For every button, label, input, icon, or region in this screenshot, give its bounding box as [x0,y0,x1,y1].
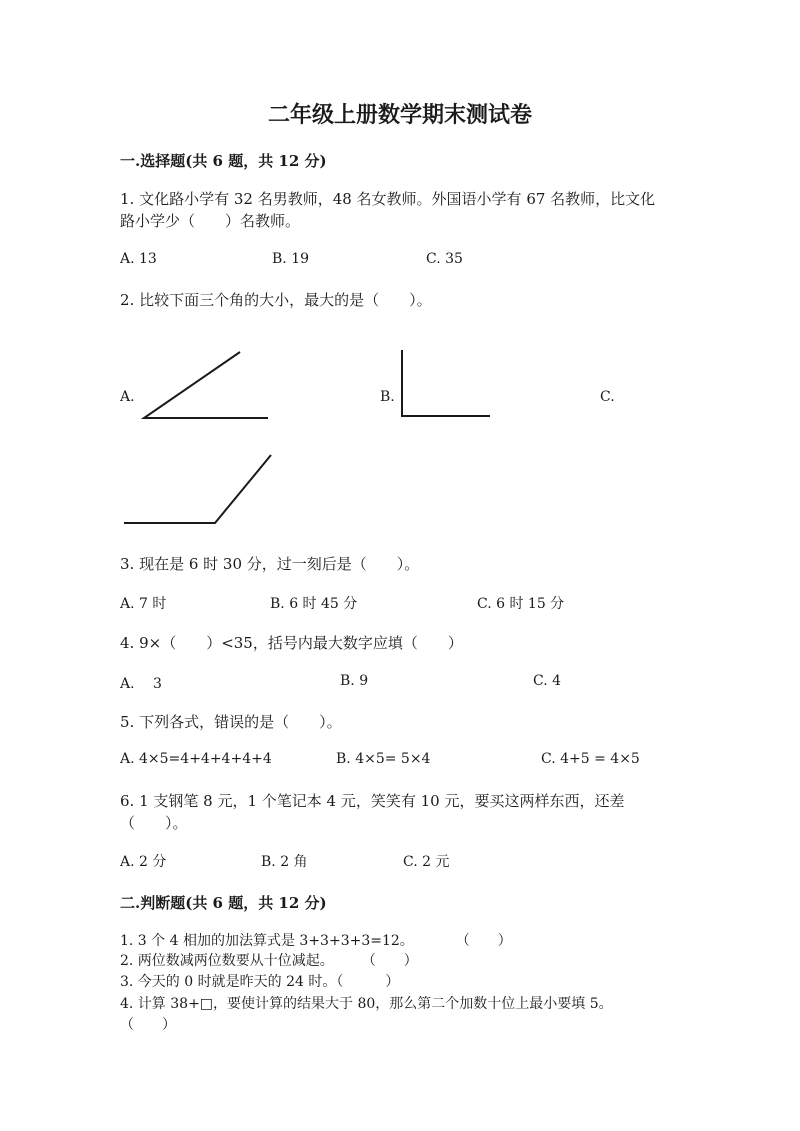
angle-b-figure [402,350,490,416]
question-2-line-1: 2. 比较下面三个角的大小，最大的是（ ）。 [120,291,432,309]
question-2-option-a: A. [120,389,135,405]
question-3-line-1: 3. 现在是 6 时 30 分，过一刻后是（ ）。 [120,555,420,573]
question-4-option-c: C. 4 [533,673,562,689]
question-3-option-a: A. 7 时 [120,596,167,612]
question-1-option-c: C. 35 [426,251,463,267]
question-2-option-b: B. [380,389,395,405]
question-1-option-b: B. 19 [272,251,310,267]
angle-c-figure [124,455,271,523]
question-6-option-c: C. 2 元 [403,854,450,870]
question-1-line-2: 路小学少（ ）名教师。 [120,212,301,230]
question-5-option-b: B. 4×5= 5×4 [336,751,431,767]
judgement-item-4-blank: （ ） [120,1017,176,1033]
page-title: 二年级上册数学期末测试卷 [267,102,532,128]
question-5-line-1: 5. 下列各式，错误的是（ ）。 [120,713,342,731]
question-6-line-1: 6. 1 支钢笔 8 元，1 个笔记本 4 元，笑笑有 10 元，要买这两样东西，还差 [120,792,625,810]
angle-a-figure [144,352,268,418]
question-5-option-a: A. 4×5=4+4+4+4+4 [120,751,272,767]
question-6-option-a: A. 2 分 [120,854,167,870]
question-3-option-b: B. 6 时 45 分 [270,596,358,612]
angle-figures [0,0,800,560]
question-5-option-c: C. 4+5 = 4×5 [541,751,640,767]
section-2-header: 二.判断题(共 6 题，共 12 分) [120,894,327,912]
question-3-option-c: C. 6 时 15 分 [477,596,565,612]
question-1-option-a: A. 13 [120,251,157,267]
judgement-item-2: 2. 两位数减两位数要从十位减起。 （ ） [120,953,418,969]
judgement-item-4: 4. 计算 38+□，要使计算的结果大于 80，那么第二个加数十位上最小要填 5。 [120,996,613,1012]
question-4-line-1: 4. 9×（ ）<35，括号内最大数字应填（ ） [120,634,463,652]
judgement-item-3: 3. 今天的 0 时就是昨天的 24 时。（ ） [120,974,400,990]
question-6-line-2: （ ）。 [120,814,188,832]
question-6-option-b: B. 2 角 [261,854,308,870]
question-4-option-b: B. 9 [340,673,369,689]
question-1-line-1: 1. 文化路小学有 32 名男教师，48 名女教师。外国语小学有 67 名教师，比文化 [120,190,656,208]
question-4-option-a: A. 3 [120,676,162,692]
section-1-header: 一.选择题(共 6 题，共 12 分) [120,152,327,170]
question-2-option-c: C. [600,389,615,405]
judgement-item-1: 1. 3 个 4 相加的加法算式是 3+3+3+3=12。 （ ） [120,933,512,949]
